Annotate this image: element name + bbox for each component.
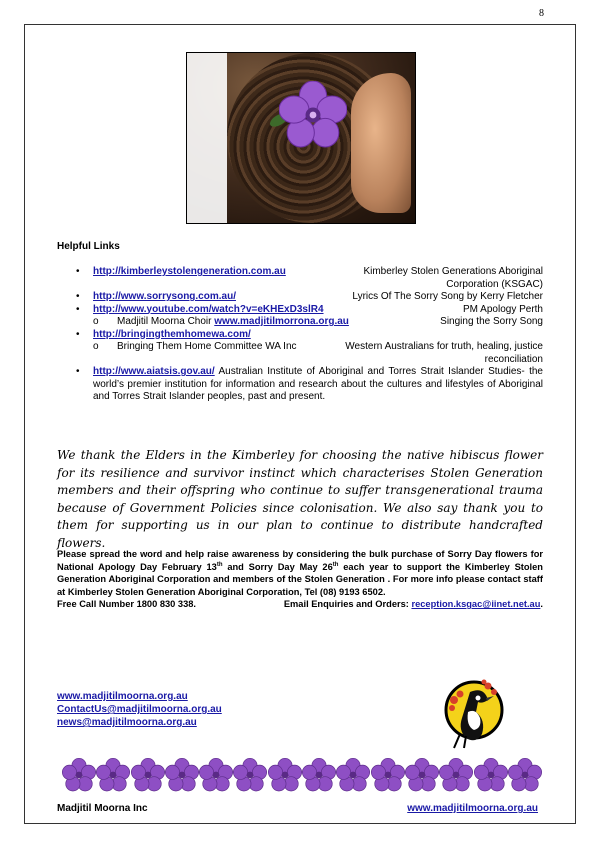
flower-icon (96, 758, 130, 792)
sub-list-item: o Bringing Them Home Committee WA Inc Western Australians for truth, healing, justice (93, 341, 543, 352)
hibiscus-hair-photo (186, 52, 416, 224)
link-youtube[interactable]: http://www.youtube.com/watch?v=eKHExD3slR4 (93, 303, 324, 315)
flower-icon (268, 758, 302, 792)
link-aiatsis[interactable]: http://www.aiatsis.gov.au/ (93, 366, 215, 377)
flower-icon (474, 758, 508, 792)
flower-icon (62, 758, 96, 792)
news-email-link[interactable]: news@madjitilmoorna.org.au (57, 717, 197, 728)
list-item: • http://www.youtube.com/watch?v=eKHExD3slR4 PM Apology Perth (76, 303, 543, 315)
flower-icon (336, 758, 370, 792)
footer-website-link[interactable]: www.madjitilmoorna.org.au (407, 803, 538, 814)
link-sorrysong[interactable]: http://www.sorrysong.com.au/ (93, 291, 236, 302)
purple-flower-icon (279, 81, 347, 149)
helpful-links-list: • http://kimberleystolengeneration.com.au Kimberley Stolen Generations Aboriginal Corporation (KSGAC) • http://www.sorrysong.com.au/ Lyrics Of The Sorry Song by Kerry Fletcher • http://www.youtube.com/watch?v=eKHExD3slR4 PM Apology Perth o Madjitil Moorna Choir www.madjitilmorrona.org.au Singing the Sorry Song • http://bringingthemhomewa.com/ o Bringing Them Home Committee WA Inc Western Australians for truth, healing, justice reconciliation • http://www.aiatsis.gov.au/ Australian Institute of Aboriginal and Torres Strait Islander Studies- the world’s premier institution for information and research about the cultures and lifestyles of Aboriginal and Torres Strait Islander peoples, past and present. (57, 266, 543, 404)
contact-links (57, 690, 222, 729)
link-bringingthemhome[interactable]: http://bringingthemhomewa.com/ (93, 328, 251, 340)
flower-icon (439, 758, 473, 792)
flower-icon (302, 758, 336, 792)
flower-icon (508, 758, 542, 792)
flower-icon (371, 758, 405, 792)
flower-icon (405, 758, 439, 792)
thanks-paragraph: We thank the Elders in the Kimberley for choosing the native hibiscus flower for its resilience and survivor instinct which characterises Stolen Generation members and their offspring who continue to suffer transgenerational trauma because of Government Policies since colonisation. We also say thank you to them for supporting us in our plan to continue to distribute handcrafted flowers. (57, 448, 543, 550)
sub-list-item: o Madjitil Moorna Choir www.madjitilmorrona.org.au Singing the Sorry Song (93, 316, 543, 327)
link-madjitil-choir[interactable]: www.madjitilmorrona.org.au (214, 316, 349, 327)
contact-email-link[interactable]: ContactUs@madjitilmoorna.org.au (57, 704, 222, 715)
helpful-links-heading: Helpful Links (57, 241, 120, 252)
list-item: • http://www.sorrysong.com.au/ Lyrics Of The Sorry Song by Kerry Fletcher (76, 291, 543, 302)
website-link[interactable]: www.madjitilmoorna.org.au (57, 691, 188, 702)
email-orders-link[interactable]: reception.ksgac@iinet.net.au (411, 599, 541, 609)
flower-icon (233, 758, 267, 792)
list-item: • http://bringingthemhomewa.com/ (76, 328, 251, 340)
list-item: • http://www.aiatsis.gov.au/ Australian Institute of Aboriginal and Torres Strait Islander Studies- the world’s premier institution for information and research about the cultures and lifestyles of Aboriginal and Torres Strait Islander peoples, past and present. (76, 366, 543, 402)
organization-name: Madjitil Moorna Inc (57, 803, 148, 814)
flower-icon (131, 758, 165, 792)
flower-icon (165, 758, 199, 792)
link-kimberley[interactable]: http://kimberleystolengeneration.com.au (93, 266, 286, 277)
awareness-paragraph: Please spread the word and help raise awareness by considering the bulk purchase of Sorry Day flowers for National Apology Day February 13th and Sorry Day May 26th each year to support the Kimberley Stolen Generation Aboriginal Corporation and members of the Stolen Generation . For more info please contact staff at Kimberley Stolen Generation Aboriginal Corporation, Tel (08) 9193 6502. Free Call Number 1800 830 338. Email Enquiries and Orders: reception.ksgac@iinet.net.au. (57, 549, 543, 609)
flower-icon (199, 758, 233, 792)
page-number: 8 (539, 8, 544, 19)
flower-border (62, 758, 542, 792)
bird-logo-icon (440, 672, 504, 752)
list-item: • http://kimberleystolengeneration.com.au Kimberley Stolen Generations Aboriginal Corporation (KSGAC) (76, 266, 543, 290)
